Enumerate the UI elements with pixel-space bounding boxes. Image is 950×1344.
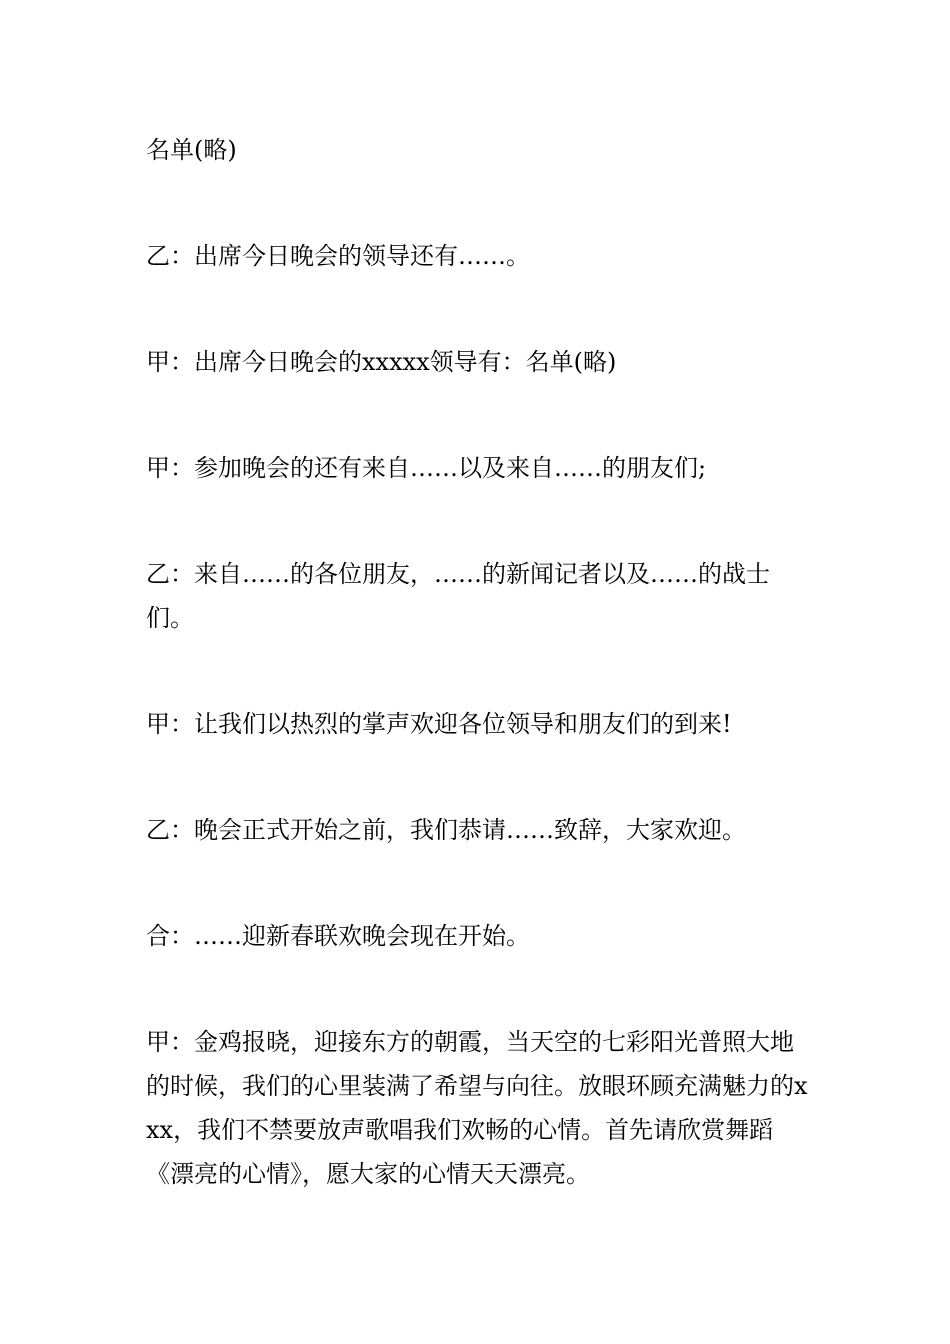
paragraph-guests-jia: 甲：参加晚会的还有来自……以及来自……的朋友们; (146, 454, 707, 482)
paragraph-dance-intro-jia: 甲：金鸡报晓，迎接东方的朝霞，当天空的七彩阳光普照大地的时候，我们的心里装满了希望与向往。放眼环顾充满魅力的xxx，我们不禁要放声歌唱我们欢畅的心情。首先请欣赏舞蹈《漂亮的心情》，愿大家的心情天天漂亮。 (146, 1028, 808, 1188)
paragraph-list-note: 名单(略) (146, 136, 237, 164)
paragraph-opening-he: 合：……迎新春联欢晚会现在开始。 (146, 922, 530, 950)
paragraph-friends-yi: 乙：来自……的各位朋友，……的新闻记者以及……的战士们。 (146, 560, 770, 632)
paragraph-leaders-jia: 甲：出席今日晚会的xxxxx领导有：名单(略) (146, 348, 617, 376)
paragraph-speech-yi: 乙：晚会正式开始之前，我们恭请……致辞，大家欢迎。 (146, 816, 746, 844)
document-body (146, 128, 811, 1196)
paragraph-welcome-jia: 甲：让我们以热烈的掌声欢迎各位领导和朋友们的到来! (146, 710, 732, 738)
paragraph-leaders-yi: 乙：出席今日晚会的领导还有……。 (146, 242, 530, 270)
